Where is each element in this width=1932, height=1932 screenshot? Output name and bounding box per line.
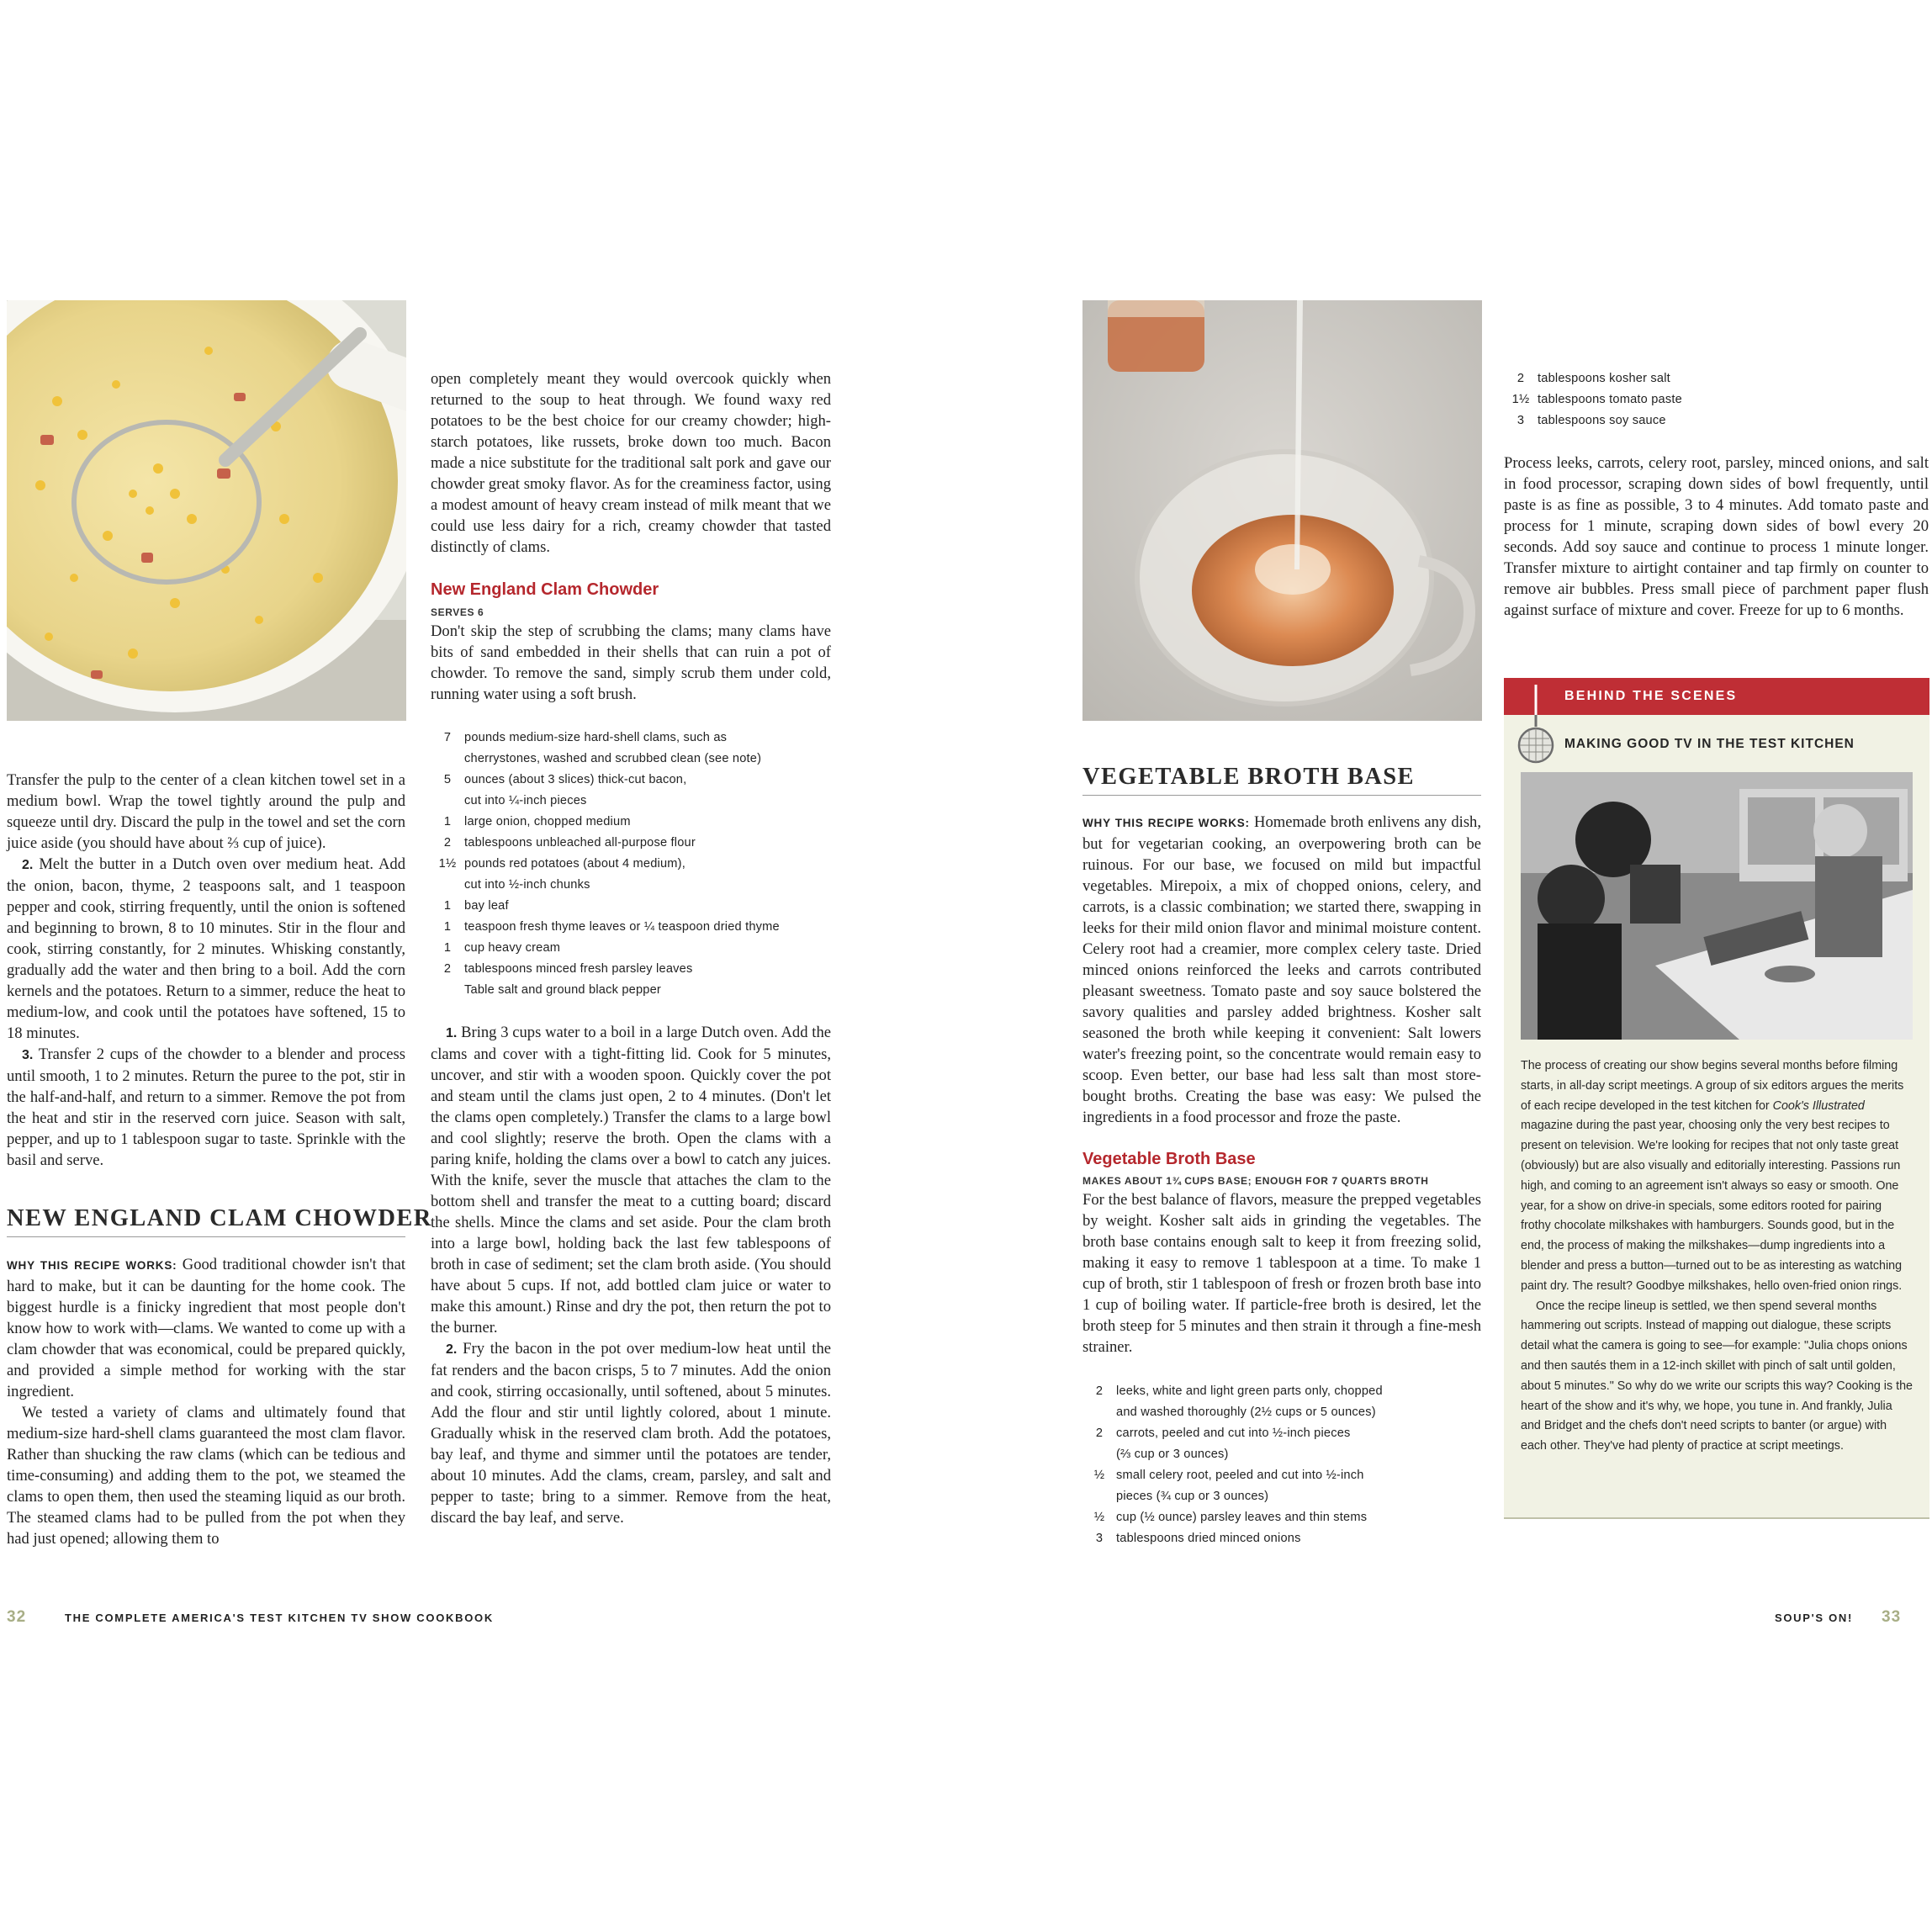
ingredient-quantity: 2: [1095, 1384, 1104, 1398]
ingredient-row: [431, 833, 831, 854]
ingredient-row: [431, 938, 831, 959]
ingredient-quantity: ½: [1093, 1511, 1105, 1524]
ingredient-quantity: 1: [443, 899, 452, 913]
step-number: 1.: [446, 1026, 458, 1040]
ingredient-text: tablespoons soy sauce: [1538, 414, 1666, 427]
ingredient-quantity: 2: [443, 836, 452, 850]
ingredient-row: [1082, 1528, 1481, 1549]
step-text: Fry the bacon in the pot over medium-low heat until the fat renders and the bacon crisps, 5 to 7 minutes. Add the onion and cook, stirring occasionally, until softened, about 5 minutes. Add the flour and stir until lightly colored, about 1 minute. Gradually whisk in the reserved clam broth. Add the potatoes, bay leaf, and thyme and simmer until the potatoes are tender, about 10 minutes. Add the clams, cream, parsley, and salt and pepper to taste; bring to a simmer. Remove from the heat, discard the bay leaf, and serve.: [431, 1340, 831, 1527]
sidebar-photo: [1521, 772, 1913, 1040]
ingredient-text: large onion, chopped medium: [464, 815, 631, 828]
recipe-yield: SERVES 6: [431, 606, 484, 618]
paragraph: [7, 1254, 405, 1402]
veg-ingredient-list-continued: [1504, 368, 1929, 431]
ingredient-text: tablespoons minced fresh parsley leaves: [464, 962, 693, 976]
ingredient-text: leeks, white and light green parts only, chopped: [1116, 1384, 1383, 1398]
paragraph: Don't skip the step of scrubbing the clams; many clams have bits of sand embedded in their shells that can ruin a pot of chowder. To remove the sand, simply scrub them under cold, running water using a soft brush.: [431, 622, 831, 703]
paragraph: [7, 854, 405, 1044]
text-run: magazine during the past year, choosing only the very best recipes to present on television. We're looking for recipes that not only taste great (obviously) but are also visually and editorially interesting. Passions run high, and coming to an agreement isn't always so easy or smooth. One year, for a show on drive-in specials, some editors rooted for pairing frothy chocolate milkshakes with hamburgers. Sounds good, but in the end, the process of making the milkshakes—dump ingredients into a blender and press a button—turned out to be as interesting as watching paint dry. The result? Goodbye milkshakes, hello oven-fried onion rings.: [1521, 1119, 1903, 1293]
ingredient-text: cut into ½-inch chunks: [464, 878, 590, 892]
veg-section-heading: [1082, 764, 1481, 796]
ingredient-quantity: 1: [443, 815, 452, 828]
why-text: Good traditional chowder isn't that hard to make, but it can be daunting for the home cook. The biggest hurdle is a finicky ingredient that most people don't know how to work with—clams. We wanted to come up with a clam chowder that was economical, could be prepared quickly, and provided a simple method for working with the star ingredient.: [7, 1256, 405, 1400]
ingredient-quantity: [431, 749, 464, 770]
ingredient-text: and washed thoroughly (2½ cups or 5 ounces): [1116, 1405, 1376, 1419]
step-text: Transfer 2 cups of the chowder to a blender and process until smooth, 1 to 2 minutes. Return the puree to the pot, stir in the half-and-half, and return to a simmer. Remove the pot from the heat and stir in the reserved corn juice. Season with salt, pepper, and up to 1 tablespoon sugar to taste. Sprinkle with the basil and serve.: [7, 1045, 405, 1169]
clam-why-block: [7, 1254, 405, 1549]
method-step: [431, 1338, 831, 1528]
ingredient-row: [431, 875, 831, 896]
ingredient-quantity: 1: [443, 941, 452, 955]
ingredient-text: cup (½ ounce) parsley leaves and thin stems: [1116, 1511, 1368, 1524]
corn-chowder-photo: [7, 300, 406, 721]
ingredient-text: cut into ¼-inch pieces: [464, 794, 587, 807]
ingredient-row: [431, 917, 831, 938]
ingredient-row: [1082, 1486, 1481, 1507]
ingredient-text: (⅔ cup or 3 ounces): [1116, 1448, 1229, 1461]
ingredient-row: [431, 791, 831, 812]
ingredient-text: tablespoons tomato paste: [1538, 393, 1682, 406]
ingredient-quantity: [431, 791, 464, 812]
ingredient-row: [1082, 1507, 1481, 1528]
clam-headnote: [431, 621, 831, 705]
paragraph: For the best balance of flavors, measure the prepped vegetables by weight. Kosher salt aids in grinding the vegetables. The broth base contains enough salt to keep it from freezing solid, making it easy to remove 1 tablespoon at a time. To make 1 cup of broth, stir 1 tablespoon of fresh or frozen broth base into 1 cup of boiling water. If particle-free broth is desired, let the broth steep for 5 minutes and then strain it through a fine-mesh strainer.: [1082, 1191, 1481, 1356]
paragraph: We tested a variety of clams and ultimately found that medium-size hard-shell clams guaranteed the most clam flavor. Rather than shucking the raw clams (which can be tedious and time-consuming) and adding them to the pot, we steamed the clams to open them, then used the steaming liquid as our broth. The steamed clams had to be pulled from the pot when they had just opened; allowing them to: [7, 1404, 405, 1548]
veg-recipe-header: [1082, 1148, 1481, 1189]
sidebar-text: [1521, 1056, 1913, 1457]
left-col2-intro: [431, 368, 831, 558]
paragraph: [7, 1044, 405, 1171]
recipe-title: Vegetable Broth Base: [1082, 1150, 1256, 1168]
why-label: WHY THIS RECIPE WORKS:: [1082, 817, 1250, 829]
clam-ingredient-list: [431, 728, 831, 1001]
ingredient-row: [431, 980, 831, 1001]
step-number: 2.: [446, 1342, 458, 1357]
ingredient-quantity: 5: [443, 773, 452, 786]
veg-method: [1504, 453, 1929, 621]
broth-base-photo: [1082, 300, 1482, 721]
ingredient-row: [1082, 1423, 1481, 1444]
ingredient-text: tablespoons unbleached all-purpose flour: [464, 836, 696, 850]
ingredient-row: [1082, 1465, 1481, 1486]
step-number: 2.: [22, 858, 34, 872]
ingredient-text: pieces (¾ cup or 3 ounces): [1116, 1490, 1269, 1503]
ingredient-row: [1504, 368, 1929, 389]
page-number: 32: [7, 1608, 27, 1626]
ingredient-row: [431, 854, 831, 875]
magazine-title: Cook's Illustrated: [1772, 1098, 1865, 1113]
ingredient-quantity: 7: [443, 731, 452, 744]
sidebar-banner: [1504, 678, 1929, 715]
ingredient-row: [1082, 1381, 1481, 1402]
ingredient-quantity: [1082, 1444, 1116, 1465]
ingredient-quantity: [431, 875, 464, 896]
left-col1-text: [7, 770, 405, 1171]
paragraph: [1082, 812, 1481, 1128]
ingredient-row: [431, 959, 831, 980]
ingredient-text: small celery root, peeled and cut into ½-inch: [1116, 1469, 1364, 1482]
ingredient-row: [431, 770, 831, 791]
clam-method: [431, 1022, 831, 1528]
ingredient-row: [1504, 389, 1929, 410]
step-number: 3.: [22, 1048, 34, 1062]
ingredient-row: [1504, 410, 1929, 431]
ingredient-row: [1082, 1444, 1481, 1465]
section-title: NEW ENGLAND CLAM CHOWDER: [7, 1205, 432, 1231]
ingredient-text: tablespoons kosher salt: [1538, 372, 1670, 385]
ingredient-text: ounces (about 3 slices) thick-cut bacon,: [464, 773, 687, 786]
veg-headnote: [1082, 1189, 1481, 1358]
paragraph: Process leeks, carrots, celery root, parsley, minced onions, and salt in food processor, scraping down sides of bowl frequently, until paste is as fine as possible, 3 to 4 minutes. Add tomato paste and process for 1 minute, scraping down sides of bowl every 20 seconds. Add soy sauce and continue to process 1 minute longer. Transfer mixture to airtight container and tap firmly on counter to remove air bubbles. Press small piece of parchment paper flush against surface of mixture and cover. Freeze for up to 6 months.: [1504, 454, 1929, 619]
ingredient-row: [431, 812, 831, 833]
ingredient-quantity: 1½: [1511, 393, 1530, 406]
ingredient-text: teaspoon fresh thyme leaves or ¼ teaspoon dried thyme: [464, 920, 780, 934]
strainer-icon: [1516, 685, 1556, 769]
ingredient-text: cherrystones, washed and scrubbed clean (see note): [464, 752, 762, 765]
ingredient-quantity: 1: [443, 920, 452, 934]
section-title: VEGETABLE BROTH BASE: [1082, 764, 1415, 790]
ingredient-row: [1082, 1402, 1481, 1423]
clam-recipe-header: [431, 579, 831, 621]
ingredient-text: tablespoons dried minced onions: [1116, 1532, 1301, 1545]
step-text: Bring 3 cups water to a boil in a large Dutch oven. Add the clams and cover with a tight-fitting lid. Cook for 5 minutes, uncover, and stir with a wooden spoon. Quickly cover the pot and steam until the clams just open, 2 to 4 minutes. (Don't let the clams open completely.) Transfer the clams to a large bowl and cool slightly; reserve the broth. Open the clams with a paring knife, holding the clams over a bowl to catch any juices. With the knife, sever the muscle that attaches the clam to the bottom shell and transfer the meat to a cutting board; discard the shells. Mince the clams and set aside. Pour the clam broth into a large bowl, holding back the last few tablespoons of broth in case of sediment; set the clam broth aside. (You should have about 5 cups. If not, add bottled clam juice or water to make this amount.) Rinse and dry the pot, then return the pot to the burner.: [431, 1024, 831, 1337]
paragraph: open completely meant they would overcook quickly when returned to the soup to heat through. We found waxy red potatoes to be the best choice for our creamy chowder; high-starch potatoes, like russets, broke down too much. Bacon made a nice substitute for the traditional salt pork and gave our chowder great smoky flavor. As for the creaminess factor, using a modest amount of heavy cream instead of milk meant that we could use less dairy for a rich, creamy chowder that tasted distinctly of clams.: [431, 370, 831, 556]
recipe-yield: MAKES ABOUT 1¾ CUPS BASE; ENOUGH FOR 7 QUARTS BROTH: [1082, 1175, 1429, 1187]
ingredient-text: cup heavy cream: [464, 941, 561, 955]
ingredient-quantity: 2: [1095, 1427, 1104, 1440]
veg-why-block: [1082, 812, 1481, 1128]
sidebar-subtitle: MAKING GOOD TV IN THE TEST KITCHEN: [1564, 737, 1855, 751]
ingredient-quantity: 2: [443, 962, 452, 976]
ingredient-quantity: 3: [1095, 1532, 1104, 1545]
ingredient-text: carrots, peeled and cut into ½-inch pieces: [1116, 1427, 1351, 1440]
behind-the-scenes-sidebar: [1504, 678, 1929, 1519]
why-label: WHY THIS RECIPE WORKS:: [7, 1259, 177, 1272]
ingredient-text: pounds medium-size hard-shell clams, such as: [464, 731, 728, 744]
why-text: Homemade broth enlivens any dish, but for vegetarian cooking, an overpowering broth can be ruinous. For our base, we focused on mild but impactful vegetables. Mirepoix, a mix of chopped onions, celery, and carrots, is a classic combination; we started there, swapping in leeks for their mild onion flavor and minimal moisture content. Celery root had a creamier, more complex celery taste. Dried minced onions reinforced the leeks and carrots contributed pleasant sweetness. Tomato paste and soy sauce bolstered the savory qualities and parsley added brightness. Kosher salt seasoned the broth while keeping it convenient: Salt lowers water's freezing point, so the concentrate would remain easy to scoop. Even better, our base had less salt than most store-bought broths. Creating the base was easy: We pulsed the ingredients in a food processor and froze the paste.: [1082, 813, 1482, 1126]
clam-section-heading: [7, 1205, 432, 1237]
ingredient-quantity: 3: [1516, 414, 1525, 427]
ingredient-quantity: ½: [1093, 1469, 1105, 1482]
recipe-title: New England Clam Chowder: [431, 580, 659, 599]
ingredient-quantity: [1082, 1486, 1116, 1507]
ingredient-text: Table salt and ground black pepper: [464, 983, 661, 997]
paragraph: Once the recipe lineup is settled, we then spend several months hammering out scripts. Instead of mapping out dialogue, these scripts detail what the camera is going to see—for example: "Julia chops onions and then sautés them in a 12-inch skillet with pinch of salt until golden, about 5 minutes." So why do we write our scripts this way? Cooking is the heart of the show and it's why, we hope, you tune in. And frankly, Julia and Bridget and the chefs don't need scripts to banter (or argue) with each other. They've had plenty of practice at script meetings.: [1521, 1299, 1913, 1453]
method-step: [431, 1022, 831, 1338]
ingredient-quantity: 1½: [438, 857, 457, 871]
running-footer: SOUP'S ON!: [1775, 1612, 1854, 1624]
ingredient-row: [431, 749, 831, 770]
ingredient-quantity: [1082, 1402, 1116, 1423]
text-run: The process of creating our show begins several months before filming starts, in all-day script meetings. A group of six editors argues the merits of each recipe developed in the test kitchen for: [1521, 1059, 1904, 1113]
sidebar-banner-label: BEHIND THE SCENES: [1564, 689, 1738, 703]
ingredient-quantity: 2: [1516, 372, 1525, 385]
ingredient-quantity: [431, 980, 464, 1001]
ingredient-row: [431, 728, 831, 749]
paragraph: Transfer the pulp to the center of a clean kitchen towel set in a medium bowl. Wrap the towel tightly around the pulp and squeeze until dry. Discard the pulp in the towel and set the corn juice aside (you should have about ⅔ cup of juice).: [7, 771, 405, 852]
paragraph: [1521, 1056, 1913, 1297]
running-footer: THE COMPLETE AMERICA'S TEST KITCHEN TV SHOW COOKBOOK: [65, 1612, 494, 1624]
step-text: Melt the butter in a Dutch oven over medium heat. Add the onion, bacon, thyme, 2 teaspoons salt, and 1 teaspoon pepper and cook, stirring frequently, until the onion is softened and beginning to brown, 8 to 10 minutes. Stir in the flour and cook, stirring constantly, for 2 minutes. Whisking constantly, gradually add the water and then bring to a boil. Add the corn kernels and the potatoes. Return to a simmer, reduce the heat to medium-low, and cook until the potatoes have softened, 15 to 18 minutes.: [7, 855, 405, 1042]
veg-ingredient-list: [1082, 1381, 1481, 1549]
ingredient-row: [431, 896, 831, 917]
ingredient-text: bay leaf: [464, 899, 509, 913]
ingredient-text: pounds red potatoes (about 4 medium),: [464, 857, 685, 871]
page-number: 33: [1882, 1608, 1902, 1626]
